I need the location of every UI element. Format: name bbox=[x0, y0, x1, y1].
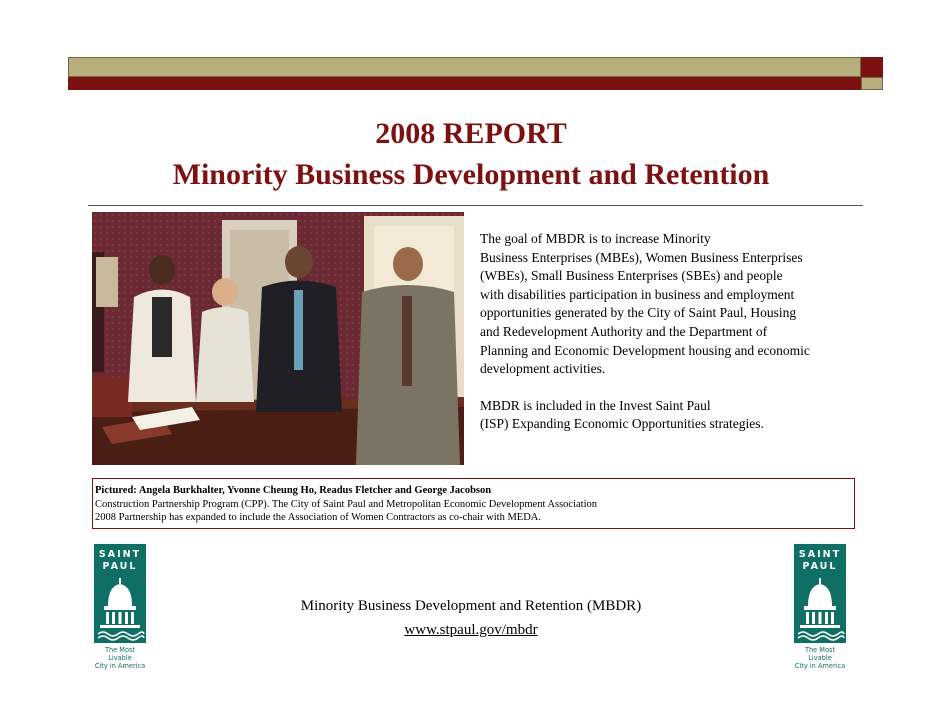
isp-line: MBDR is included in the Invest Saint Paul bbox=[480, 397, 711, 413]
footer-website-link[interactable]: www.stpaul.gov/mbdr bbox=[404, 622, 538, 638]
logo-tag-line2: City in America bbox=[94, 662, 146, 670]
isp-paragraph bbox=[480, 397, 870, 434]
report-subtitle: Minority Business Development and Retention bbox=[172, 158, 770, 191]
group-photo bbox=[92, 212, 464, 465]
goal-paragraph bbox=[480, 230, 870, 379]
caption-pictured: Pictured: Angela Burkhalter, Yvonne Cheung Ho, Readus Fletcher and George Jacobson bbox=[95, 485, 492, 496]
caption-program: Construction Partnership Program (CPP). The City of Saint Paul and Metropolitan Economic Development Association bbox=[95, 498, 597, 510]
header-band bbox=[68, 57, 883, 91]
logo-word-paul: PAUL bbox=[802, 561, 838, 572]
goal-line: The goal of MBDR is to increase Minority bbox=[480, 231, 711, 246]
caption-partnership: 2008 Partnership has expanded to include the Association of Women Contractors as co-chair with MEDA. bbox=[95, 512, 541, 523]
goal-line: Planning and Economic Development housing and economic bbox=[480, 342, 810, 358]
report-title: 2008 REPORT bbox=[375, 117, 567, 150]
logo-word-paul: PAUL bbox=[102, 561, 138, 572]
goal-line: opportunities generated by the City of Saint Paul, Housing bbox=[480, 305, 797, 321]
title-divider bbox=[88, 205, 863, 206]
band-olive-square bbox=[861, 77, 883, 90]
goal-line: (WBEs), Small Business Enterprises (SBEs) and people bbox=[480, 268, 783, 284]
band-red-bar bbox=[68, 77, 861, 90]
goal-line: with disabilities participation in business and employment bbox=[480, 286, 795, 302]
goal-line: development activities. bbox=[480, 361, 606, 377]
band-red-square bbox=[861, 57, 883, 77]
goal-line: and Redevelopment Authority and the Department of bbox=[480, 323, 768, 339]
logo-tagline bbox=[794, 646, 846, 670]
goal-description bbox=[480, 230, 870, 452]
logo-tag-line1: The Most Livable bbox=[804, 646, 836, 662]
footer-program-name: Minority Business Development and Retention (MBDR) bbox=[300, 598, 642, 614]
logo-word-saint: SAINT bbox=[98, 549, 142, 560]
logo-word-saint: SAINT bbox=[798, 549, 842, 560]
photo-caption-box bbox=[92, 478, 855, 529]
group-photo-image bbox=[92, 212, 464, 465]
isp-line: (ISP) Expanding Economic Opportunities strategies. bbox=[480, 416, 764, 432]
logo-tagline bbox=[94, 646, 146, 670]
logo-tag-line1: The Most Livable bbox=[104, 646, 136, 662]
band-olive-bar bbox=[68, 57, 861, 77]
goal-line: Business Enterprises (MBEs), Women Business Enterprises bbox=[480, 249, 803, 265]
logo-tag-line2: City in America bbox=[794, 662, 846, 670]
